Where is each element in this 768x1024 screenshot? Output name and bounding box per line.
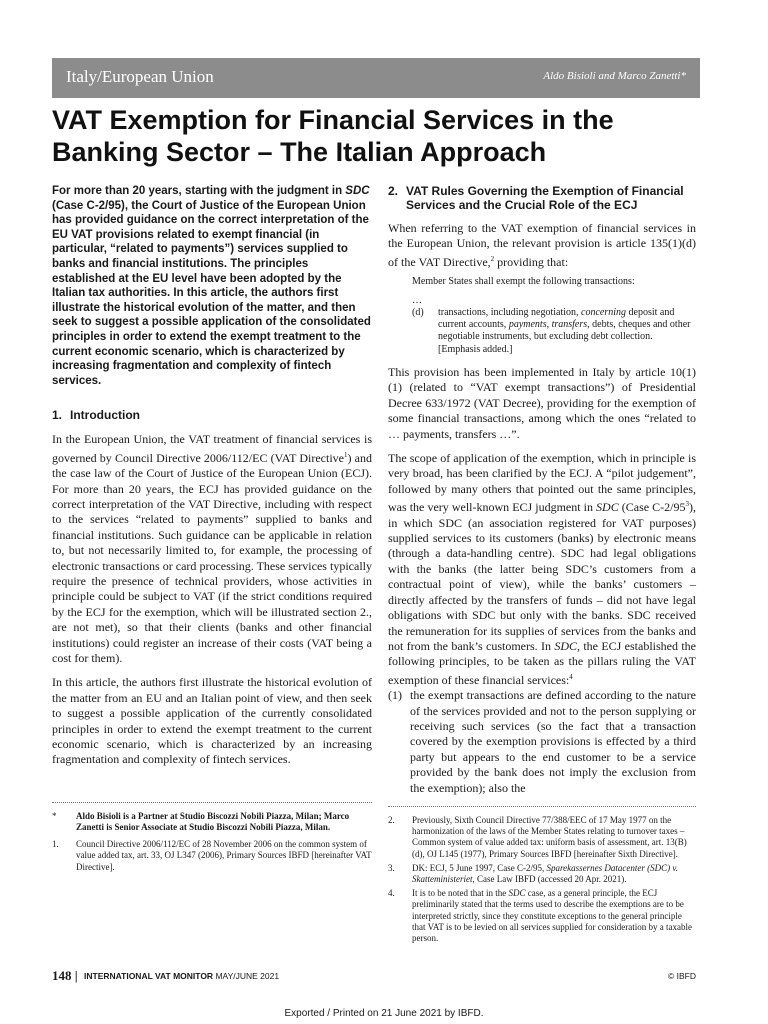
quote-text: deposit and current accounts, bbox=[438, 306, 675, 331]
section-2-paragraph-2: This provision has been implemented in Italy by article 10(1)(1) (related to “VAT exempt transactions”) of Presidential Decree 633/1972 (VAT Decree), providing for the exemption of some financial transactions, among which the ones “related to … payments, transfers …”. bbox=[388, 365, 696, 441]
footnote-separator bbox=[388, 806, 696, 807]
abstract-case-name: SDC bbox=[345, 185, 370, 197]
quote-item-text bbox=[438, 307, 696, 356]
s2-p1-text-b: providing that: bbox=[494, 254, 569, 269]
footnote-text-part: case, as a general principle, the ECJ preliminarily stated that the terms used to describe the exemptions are to be interpreted strictly, since they constitute exceptions to the general principle that VAT is to be levied on all services supplied for consideration by a taxable person. bbox=[412, 888, 692, 943]
left-footnotes bbox=[52, 811, 372, 873]
section-2-paragraph-3 bbox=[388, 451, 696, 688]
footnote-ref-2[interactable]: 2 bbox=[490, 254, 495, 263]
abstract-text-1: For more than 20 years, starting with the judgment in bbox=[52, 185, 346, 197]
section-banner bbox=[52, 58, 700, 98]
quote-intro: Member States shall exempt the following transactions: bbox=[412, 276, 635, 288]
footnote-ref-3[interactable]: 3 bbox=[685, 500, 689, 509]
footnote-text-part: It is to be noted that in the bbox=[412, 888, 509, 899]
journal-issue: MAY/JUNE 2021 bbox=[215, 971, 280, 981]
copyright: © IBFD bbox=[668, 971, 696, 981]
s2-p3-text: , the ECJ established the following principles, to be taken as the pillars ruling the VAT exemption of these financial services: bbox=[388, 638, 696, 687]
section-1-title: Introduction bbox=[70, 408, 140, 423]
page-number-value: 148 bbox=[52, 968, 72, 983]
intro-paragraph-1 bbox=[52, 432, 372, 666]
principle-list-item-1 bbox=[388, 688, 696, 796]
case-name: Sparekassernes Datacenter (SDC) v. Skatteministeriet bbox=[412, 862, 678, 884]
abstract-text-2: (Case C-2/95), the Court of Justice of the European Union has provided guidance on the correct interpretation of the EU VAT provisions related to exempt financial (in particular, “related to payments”) services supplied to banks and financial institutions. The principles established at the EU level have been adopted by the Italian tax authorities. In this article, the authors first illustrate the historical evolution of the matter, and then seek to suggest a possible application of the consolidated principles in order to extend the exempt treatment to the current economic scenario, which is characterized by increasing fragmentation and complexity of fintech services. bbox=[52, 199, 371, 387]
footnote-label: 1. bbox=[52, 839, 59, 850]
s2-p1-text-a: When referring to the VAT exemption of financial services in the European Union, the relevant provision is article 135(1)(d) of the VAT Directive, bbox=[388, 221, 696, 269]
section-1-heading bbox=[52, 408, 372, 422]
right-footnotes bbox=[388, 815, 696, 944]
section-label: Italy/European Union bbox=[66, 67, 214, 86]
footnote-text: Aldo Bisioli is a Partner at Studio Biscozzi Nobili Piazza, Milan; Marco Zanetti is Senior Associate at Studio Biscozzi Nobili Piazza, Milan. bbox=[76, 810, 350, 833]
article-title bbox=[52, 104, 700, 168]
footnote-text: Previously, Sixth Council Directive 77/388/EEC of 17 May 1977 on the harmonization of the laws of the Member States relating to turnover taxes – Common system of value added tax: uniform basis of assessment, art. 13(B)(d), OJ L145 (1977), Primary Sources IBFD [hereinafter Sixth Directive]. bbox=[412, 814, 687, 859]
quote-emphasis: concerning bbox=[581, 306, 627, 318]
footnote-label: 4. bbox=[388, 888, 395, 899]
footnote-3 bbox=[388, 863, 696, 885]
quote-item-d bbox=[412, 307, 696, 356]
section-1-number: 1. bbox=[52, 408, 63, 423]
list-item-text: the exempt transactions are defined according to the nature of the services provided and not to the person supplying or receiving such services (so the fact that a transaction covered by the exemption provisions is effected by a third party but appears to the end customer to be a service provided by the bank does not imply the exclusion from the exemption); also the bbox=[410, 688, 696, 795]
title-line-2: Banking Sector – The Italian Approach bbox=[52, 137, 547, 167]
footnote-ref-4[interactable]: 4 bbox=[569, 672, 573, 681]
author-names: Aldo Bisioli and Marco Zanetti* bbox=[543, 70, 686, 82]
page-number: 148 | bbox=[52, 968, 78, 983]
section-2-paragraph-1 bbox=[388, 221, 696, 270]
title-line-1: VAT Exemption for Financial Services in the bbox=[52, 105, 614, 135]
footnote-label: * bbox=[52, 810, 57, 821]
journal-title: INTERNATIONAL VAT MONITOR bbox=[84, 971, 214, 981]
footnote-separator bbox=[52, 802, 372, 803]
case-name: SDC bbox=[596, 500, 619, 515]
footnote-label: 2. bbox=[388, 814, 395, 825]
footnote-2 bbox=[388, 815, 696, 860]
journal-name bbox=[84, 971, 279, 981]
quote-ellipsis: … bbox=[412, 294, 422, 306]
quote-item-label: (d) bbox=[412, 306, 424, 318]
quote-text: , debts, cheques and other negotiable instruments, but excluding debt collection. [Emphasis added.] bbox=[438, 319, 691, 355]
s2-p3-text: (Case C-2/95 bbox=[618, 500, 686, 515]
quote-emphasis: transfers bbox=[551, 319, 588, 331]
section-2-title: VAT Rules Governing the Exemption of Financial Services and the Crucial Role of the ECJ bbox=[406, 184, 684, 212]
s2-p3-text: ), in which SDC (an association registered for VAT purposes) supplied services to its customers (banks) by electronic means (through a data-handling centre). SDC had legal obligations with the banks (the latter being SDC’s customers from a contractual point of view), while the banks’ customers – directly affected by the transfers of funds – did not have legal obligations with SDC but only with the banks. SDC received the remuneration for its supplies of services from the banks and not from the bank’s customers. In bbox=[388, 500, 696, 653]
export-note: Exported / Printed on 21 June 2021 by IBFD. bbox=[284, 1008, 484, 1019]
quote-emphasis: payments bbox=[508, 319, 547, 331]
list-item-label: (1) bbox=[388, 688, 402, 703]
intro-p1-text-b: ) and the case law of the Court of Justice of the European Union (ECJ). For more than 20 years, the ECJ has provided guidance on the correct interpretation of the VAT Directive, including with respect to the services “related to payments” supplied to banks and financial institutions. Such guidance can be applicable in relation to, but not necessarily limited to, for example, the processing of electronic transactions or card processing. These services typically require the presence of technical providers, whose activities in principle could be subject to VAT (if the strict conditions required by the ECJ for the exemption, which will be illustrated section 2., are not met), so that their clients (banks and other financial institutions) could register an increase of their costs (VAT being a cost for them). bbox=[52, 450, 372, 665]
section-2-number: 2. bbox=[388, 184, 399, 198]
s2-p3-text: The scope of application of the exemption, which in principle is very broad, has been clarified by the ECJ. A “pilot judgement”, followed by many others that pointed out the same principles, was the very well-known ECJ judgment in bbox=[388, 451, 696, 515]
footnote-1 bbox=[52, 839, 372, 873]
footnote-text bbox=[412, 863, 696, 885]
footnote-text bbox=[412, 888, 696, 944]
footnote-author bbox=[52, 811, 372, 833]
footnote-4 bbox=[388, 888, 696, 944]
case-name: SDC bbox=[508, 888, 526, 899]
right-column bbox=[388, 184, 696, 944]
footnote-text-part: , Case Law IBFD (accessed 20 Apr. 2021). bbox=[472, 873, 627, 884]
case-name: SDC bbox=[554, 638, 577, 653]
section-2-heading bbox=[388, 184, 696, 212]
left-column bbox=[52, 184, 372, 873]
footnote-text-part: DK: ECJ, 5 June 1997, Case C-2/95, bbox=[412, 862, 547, 873]
abstract bbox=[52, 184, 372, 388]
intro-p1-text-a: In the European Union, the VAT treatment of financial services is governed by Council Directive 2006/112/EC (VAT Directive bbox=[52, 432, 372, 465]
footnote-ref-1[interactable]: 1 bbox=[344, 450, 348, 459]
footnote-text: Council Directive 2006/112/EC of 28 November 2006 on the common system of value added tax, art. 33, OJ L347 (2006), Primary Sources IBFD [hereinafter VAT Directive]. bbox=[76, 839, 372, 872]
quote-text: , bbox=[546, 319, 552, 331]
directive-quote bbox=[412, 276, 696, 356]
footnote-label: 3. bbox=[388, 862, 395, 873]
quote-text: transactions, including negotiation, bbox=[438, 306, 582, 318]
intro-paragraph-2: In this article, the authors first illustrate the historical evolution of the matter from an EU and an Italian point of view, and then seek to suggest a possible application of the currently consolidated principles in order to extend the exempt treatment to the current economic scenario, which is characterized by an increasing fragmentation and complexity of fintech services. bbox=[52, 675, 372, 767]
